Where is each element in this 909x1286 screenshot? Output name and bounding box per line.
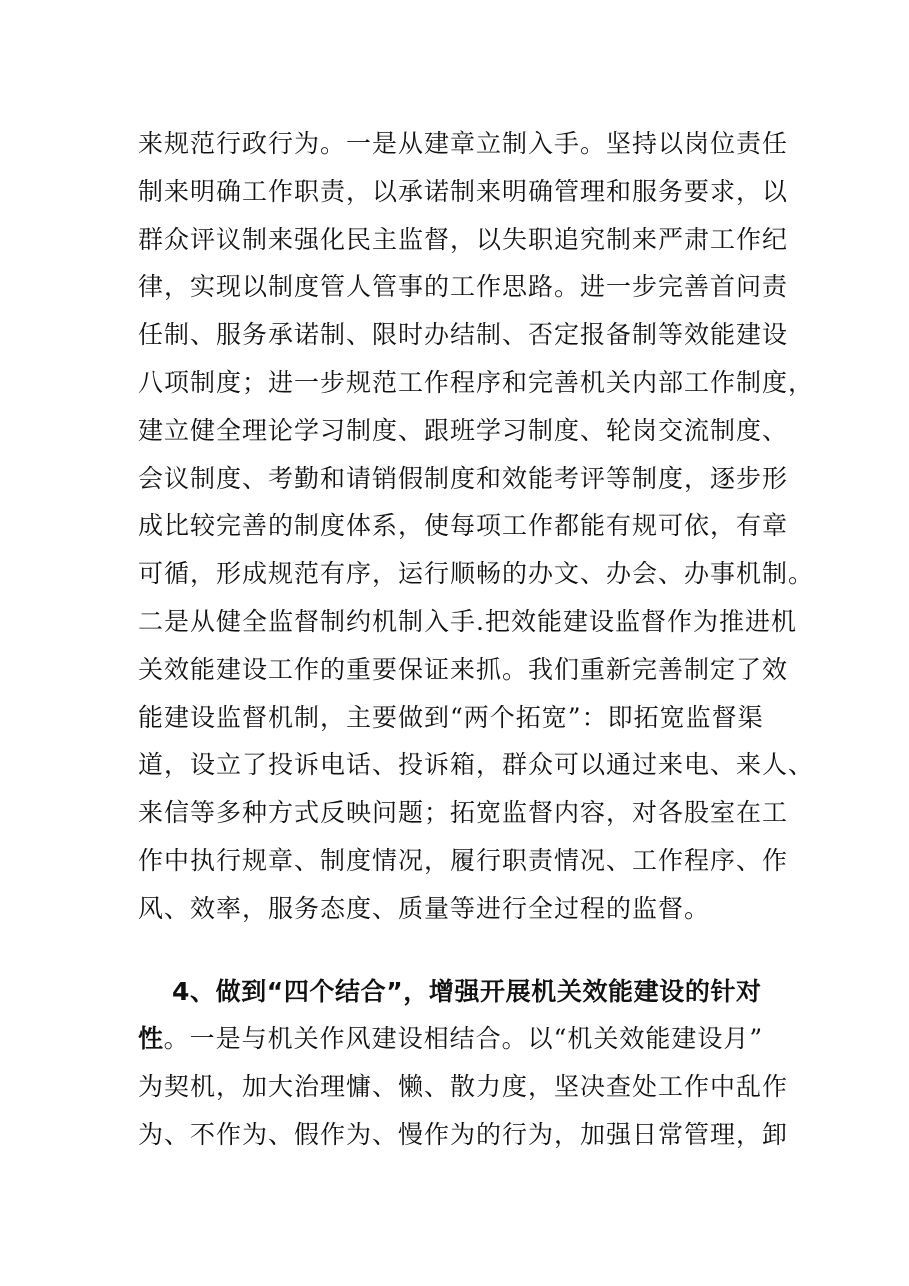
- paragraph-line: 关效能建设工作的重要保证来抓。我们重新完善制定了效: [138, 654, 789, 684]
- paragraph-line: 道，设立了投诉电话、投诉箱，群众可以通过来电、来人、: [138, 750, 815, 780]
- paragraph-line: 建立健全理论学习制度、跟班学习制度、轮岗交流制度、: [138, 415, 789, 445]
- paragraph-line: 作中执行规章、制度情况，履行职责情况、工作程序、作: [138, 845, 789, 875]
- section-line-text: 。一是与机关作风建设相结合。以“机关效能建设月”: [163, 1024, 764, 1054]
- section-line: 为、不作为、假作为、慢作为的行为，加强日常管理，卸: [138, 1119, 789, 1149]
- section-heading-tail: 性: [138, 1024, 164, 1054]
- paragraph-line: 律，实现以制度管人管事的工作思路。进一步完善首问责: [138, 272, 789, 302]
- section-line: 为契机，加大治理慵、懒、散力度，坚决查处工作中乱作: [138, 1072, 789, 1102]
- paragraph-line: 能建设监督机制，主要做到“两个拓宽”：即拓宽监督渠: [138, 702, 764, 732]
- paragraph-line: 群众评议制来强化民主监督，以失职追究制来严肃工作纪: [138, 224, 789, 254]
- section-line: [138, 1015, 778, 1063]
- paragraph-line: 二是从健全监督制约机制入手.把效能建设监督作为推进机: [138, 606, 797, 636]
- paragraph-line: 风、效率，服务态度、质量等进行全过程的监督。: [138, 893, 711, 923]
- section-heading: 4、做到“四个结合”，增强开展机关效能建设的针对: [172, 976, 762, 1006]
- document-body: [138, 120, 815, 1159]
- paragraph-line: 来信等多种方式反映问题；拓宽监督内容，对各股室在工: [138, 798, 789, 828]
- paragraph-line: 会议制度、考勤和请销假制度和效能考评等制度，逐步形: [138, 463, 789, 493]
- paragraph-line: 八项制度；进一步规范工作程序和完善机关内部工作制度，: [138, 367, 815, 397]
- paragraph-line: 任制、服务承诺制、限时办结制、否定报备制等效能建设: [138, 320, 789, 350]
- paragraph-line: 可循，形成规范有序，运行顺畅的办文、办会、办事机制。: [138, 559, 815, 589]
- paragraph-line: 成比较完善的制度体系，使每项工作都能有规可依，有章: [138, 511, 789, 541]
- paragraph-line: 来规范行政行为。一是从建章立制入手。坚持以岗位责任: [138, 129, 789, 158]
- paragraph-line: 制来明确工作职责，以承诺制来明确管理和服务要求，以: [138, 176, 789, 206]
